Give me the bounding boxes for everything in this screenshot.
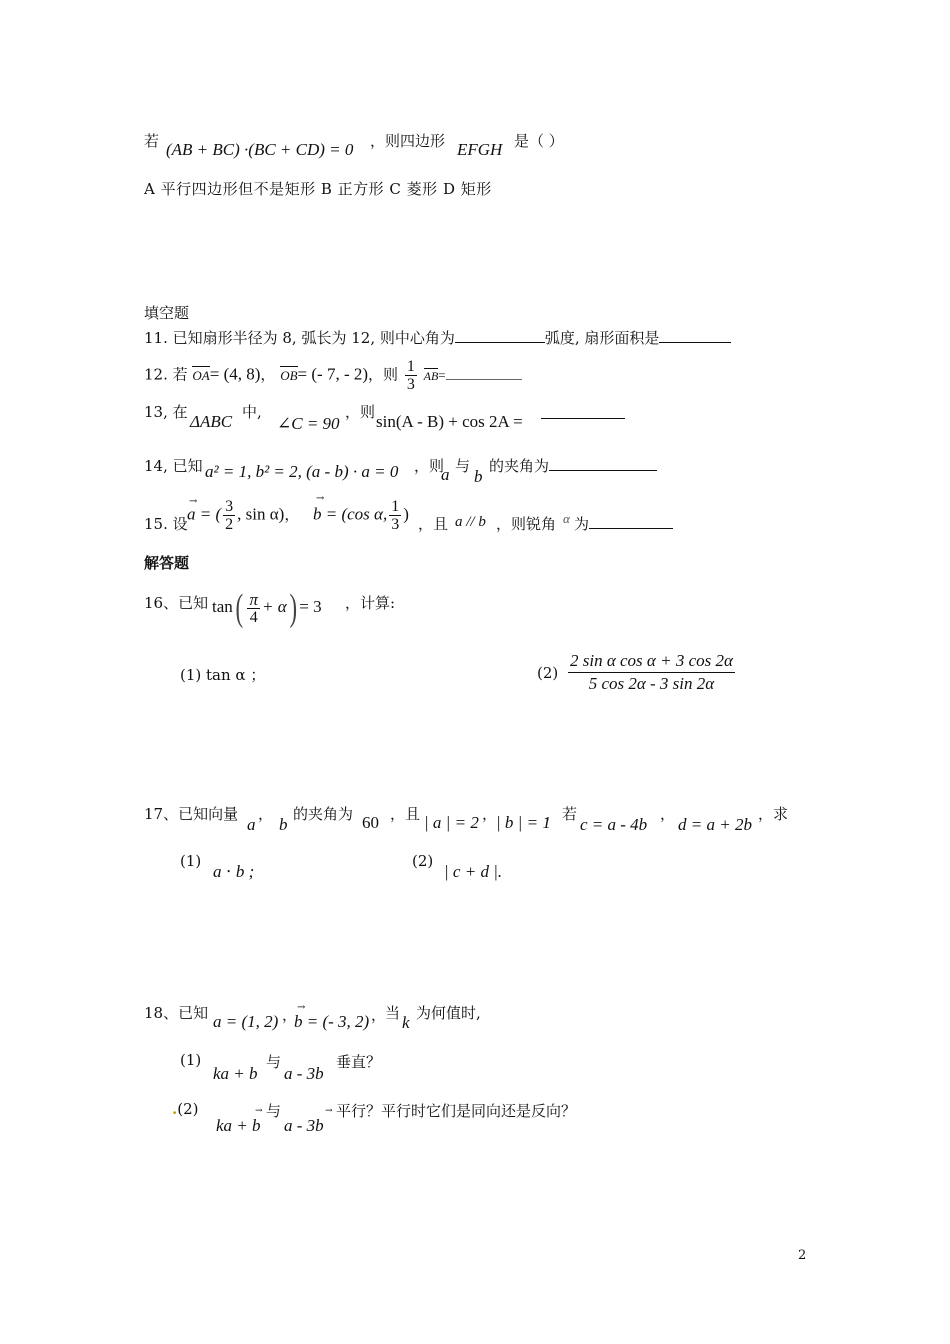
q13-triangle: ΔABC	[190, 412, 233, 431]
q13-mid: 中,	[242, 403, 262, 421]
q18-comma1: ，	[282, 1006, 298, 1024]
q17-comma3: ，	[545, 805, 561, 823]
q12-oa-value: = (4, 8)	[209, 364, 261, 384]
q17-part2-expr: | c + d |.	[444, 862, 503, 881]
q12-vec-oa: OA	[192, 367, 210, 383]
q15-vec-a-arrow: →	[189, 496, 198, 507]
q12-eq: =	[438, 367, 446, 383]
q18-tail: 为何值时,	[416, 1004, 481, 1022]
q18-part1-label: (1)	[180, 1051, 202, 1069]
section-fill-title: 填空题	[144, 304, 190, 322]
q10-prefix: 若	[144, 132, 160, 150]
q18-label: 18、已知	[144, 1004, 209, 1022]
q17-mod-a: | a | = 2	[424, 813, 479, 832]
q12-label: 12. 若	[144, 365, 188, 384]
q17-mod-b: | b | = 1	[496, 813, 551, 832]
q13-label: 13, 在	[144, 403, 188, 421]
q10-options: A 平行四边形但不是矩形 B 正方形 C 菱形 D 矩形	[144, 180, 492, 198]
q16-label: 16、已知	[144, 594, 209, 612]
q16-tan: tan	[212, 597, 233, 616]
q15-frac-1: $\frac{3}{2}$	[225, 498, 234, 533]
q13-then: ，则	[345, 403, 376, 421]
q12-vec-ob: OB	[280, 367, 298, 383]
q18-part2-expr-a: ka + b	[216, 1116, 261, 1135]
q18-vec-b-arrow: →	[297, 1002, 306, 1013]
q12-fraction: $\frac{1}{3}$	[406, 358, 415, 393]
q18-part1-yu: 与	[266, 1053, 282, 1071]
q12-blank	[446, 369, 522, 380]
q13-angle: ∠C = 90	[277, 414, 340, 433]
q11-blank-1	[455, 328, 545, 343]
q17-qiu: ，求	[758, 805, 789, 823]
q18-part1-tail: 垂直？	[336, 1053, 382, 1071]
q15-wei: 为	[574, 513, 673, 534]
q12-ob-value: = (- 7, - 2)	[297, 364, 369, 384]
q15-cond: ，且	[418, 515, 449, 533]
q17-text1: 的夹角为	[293, 805, 354, 823]
q12: 12. 若 OA= (4, 8)， OB= (- 7, - 2)，则 $\frac{1}{3}$ AB=	[144, 358, 522, 393]
q15-vec-b-arrow: →	[316, 493, 325, 504]
q16-expression: tan( $\frac{\pi}{4}$ + α) = 3	[212, 587, 322, 629]
q17-comma2: ，	[482, 805, 498, 823]
q15-label: 15. 设	[144, 515, 188, 533]
q15-tail: ，则锐角	[496, 515, 557, 533]
q14-yu: 与	[455, 457, 471, 475]
q18-a: a = (1, 2)	[213, 1012, 279, 1031]
q16-part2-fraction: $\frac{\text{2 sin α cos α + 3 cos 2α}}{5 \cos 2\alpha - 3 \sin 2\alpha}$	[570, 651, 733, 693]
q14-tail: 的夹角为	[489, 455, 657, 476]
q17-and: ，且	[390, 805, 421, 823]
q10-shape: EFGH	[457, 140, 503, 159]
q17-b: b	[279, 815, 288, 834]
q10-expression: (AB + BC) ·(BC + CD) = 0	[166, 140, 354, 159]
q10-suffix: 是（ ）	[514, 132, 564, 150]
q12-then: ，则	[368, 365, 399, 384]
q16-calc: ，计算:	[345, 594, 396, 612]
q18-part2-yu: 与	[266, 1102, 282, 1120]
q14-b: b	[474, 467, 483, 486]
q17-a: a	[247, 815, 256, 834]
q16-part2-label: (2)	[537, 664, 559, 682]
q18-part2-label: .(2)	[172, 1100, 199, 1118]
q17-part2-label: (2)	[412, 852, 434, 870]
q17-part1-label: (1)	[180, 852, 202, 870]
q18-part1-expr-a: ka + b	[213, 1064, 258, 1083]
q15-vec-a: a = ( $\frac{3}{2}$ , sin α)，	[187, 498, 300, 533]
q16-part1: (1) tan α ；	[180, 666, 266, 684]
q15-alpha: α	[563, 511, 570, 526]
q16-pi-over-4: $\frac{\pi}{4}$	[249, 589, 258, 626]
q17-c: c = a - 4b	[580, 815, 648, 834]
section-solve-title: 解答题	[144, 554, 190, 572]
q17-label: 17、已知向量	[144, 805, 239, 823]
q15-frac-2: $\frac{1}{3}$	[391, 498, 400, 533]
q13-blank	[541, 404, 625, 419]
page-number: 2	[798, 1248, 807, 1263]
q10-line	[144, 130, 159, 151]
q18-part2-arrow-b: →	[255, 1106, 263, 1116]
q14-a: a	[441, 465, 450, 484]
q14-blank	[549, 456, 657, 471]
q18-k: k	[402, 1013, 410, 1032]
q17-ruo: 若	[562, 805, 578, 823]
q18-part2-tail: 平行？平行时它们是同向还是反向？	[336, 1102, 577, 1120]
q11-text-b: 弧度, 扇形面积是	[544, 329, 660, 347]
q18-comma2: ，	[371, 1006, 387, 1024]
q17-comma4: ，	[660, 805, 676, 823]
q11	[144, 327, 731, 348]
q13-expression: sin(A - B) + cos 2A =	[376, 412, 523, 431]
q17-d: d = a + 2b	[678, 815, 752, 834]
q12-vec-ab: AB	[423, 368, 439, 383]
q11-text-a: 11. 已知扇形半径为 8, 弧长为 12, 则中心角为	[144, 329, 455, 347]
q14-then: ，则	[414, 457, 445, 475]
q11-blank-2	[659, 328, 731, 343]
q14-expression: a² = 1, b² = 2, (a - b) · a = 0	[205, 462, 399, 481]
q17-comma: ，	[258, 805, 274, 823]
q14-label: 14, 已知	[144, 457, 203, 475]
q15-blank	[589, 514, 673, 529]
q18-b: b = (- 3, 2)	[294, 1012, 370, 1031]
q18-part2-expr-b: a - 3b	[284, 1116, 324, 1135]
q15-vec-b: b = (cos α, $\frac{1}{3}$ )	[313, 498, 409, 533]
q18-part1-expr-b: a - 3b	[284, 1064, 324, 1083]
q10-mid: ，则四边形	[370, 132, 446, 150]
q17-part1-expr: a ⋅ b ;	[213, 862, 255, 881]
q18-dang: 当	[385, 1004, 401, 1022]
q15-parallel: a // b	[455, 514, 486, 530]
q17-degree: 60	[362, 813, 379, 832]
q18-part2-arrow-b2: →	[325, 1106, 333, 1116]
